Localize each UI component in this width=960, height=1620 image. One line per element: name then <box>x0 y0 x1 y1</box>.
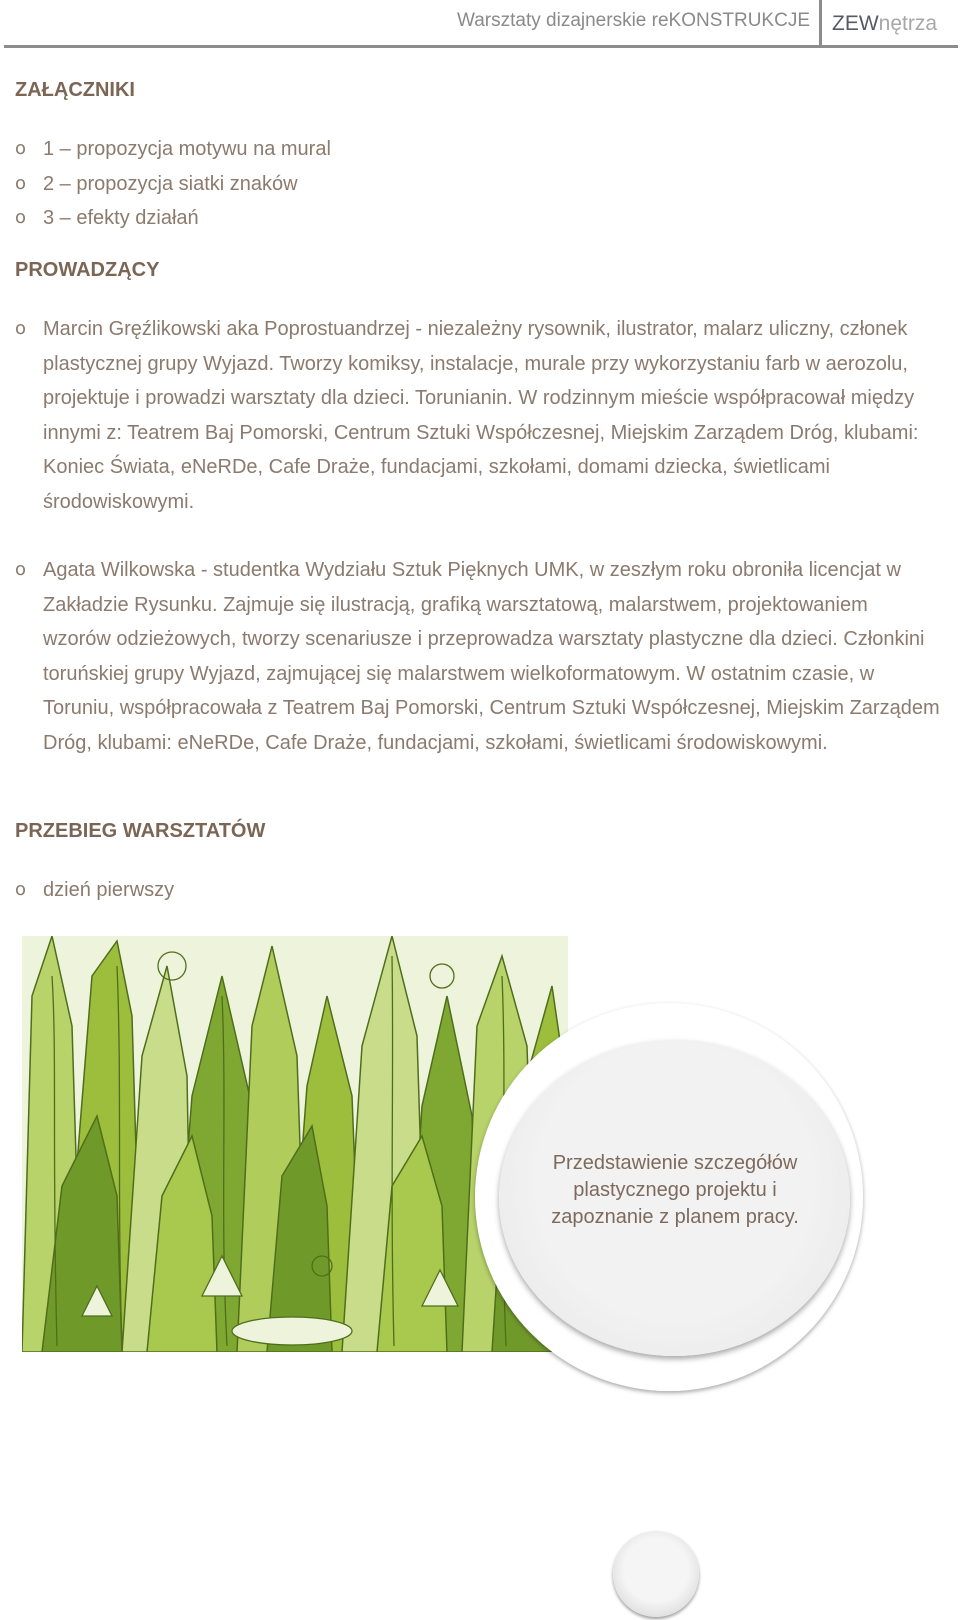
brand-light: nętrza <box>878 12 938 35</box>
list-item: o 1 – propozycja motywu na mural <box>15 132 940 167</box>
diagram-small-circle <box>613 1531 699 1617</box>
brand-dark: ZEW <box>832 12 879 35</box>
bullet-icon: o <box>15 172 27 194</box>
list-item: o 2 – propozycja siatki znaków <box>15 167 940 202</box>
bullet-icon: o <box>15 318 27 339</box>
leaders-heading: PROWADZĄCY <box>15 259 160 281</box>
list-item: o 3 – efekty działań <box>15 201 940 236</box>
header-rule <box>4 45 958 48</box>
bullet-icon: o <box>15 138 27 159</box>
leaders-list-2 <box>15 553 940 760</box>
course-heading: PRZEBIEG WARSZTATÓW <box>15 820 266 842</box>
leaders-list <box>15 312 940 519</box>
list-item: o dzień pierwszy <box>15 873 940 908</box>
header-title: Warsztaty dizajnerskie reKONSTRUKCJE <box>457 10 810 31</box>
list-item: o Agata Wilkowska - studentka Wydziału Sztuk Pięknych UMK, w zeszłym roku obroniła licencjat w Zakładzie Rysunku. Zajmuje się ilustracją, grafiką warsztatową, malarstwem, projektowaniem wzorów odzieżowych, tworzy scenariusze i przeprowadza warsztaty plastyczne dla dzieci. Członkini toruńskiej grupy Wyjazd, zajmującej się malarstwem wielkoformatowym. W ostatnim czasie, w Toruniu, współpracowała z Teatrem Baj Pomorski, Centrum Sztuki Współczesnej, Miejskim Zarządem Dróg, klubami: eNeRDe, Cafe Draże, fundacjami, szkołami, świetlicami środowiskowymi. <box>15 553 940 760</box>
bullet-icon: o <box>15 559 27 580</box>
page-header <box>0 0 960 48</box>
attachments-heading: ZAŁĄCZNIKI <box>15 79 135 101</box>
course-list <box>15 873 940 908</box>
header-divider <box>819 0 822 46</box>
diagram-step-text: Przedstawienie szczegółów plastycznego projektu i zapoznanie z planem pracy. <box>551 1152 799 1228</box>
header-brand <box>832 12 937 36</box>
bullet-icon: o <box>15 207 27 228</box>
list-item: o Marcin Gręźlikowski aka Poprostuandrzej - niezależny rysownik, ilustrator, malarz uliczny, członek plastycznej grupy Wyjazd. Tworzy komiksy, instalacje, murale przy wykorzystaniu farb w aerozolu, projektuje i prowadzi warsztaty dla dzieci. Torunianin. W rodzinnym mieście współpracował między innymi z: Teatrem Baj Pomorski, Centrum Sztuki Współczesnej, Miejskim Zarządem Dróg, klubami: Koniec Świata, eNeRDe, Cafe Draże, fundacjami, szkołami, domami dziecka, świetlicami środowiskowymi. <box>15 312 940 519</box>
bullet-icon: o <box>15 879 27 900</box>
attachments-list <box>15 132 940 236</box>
